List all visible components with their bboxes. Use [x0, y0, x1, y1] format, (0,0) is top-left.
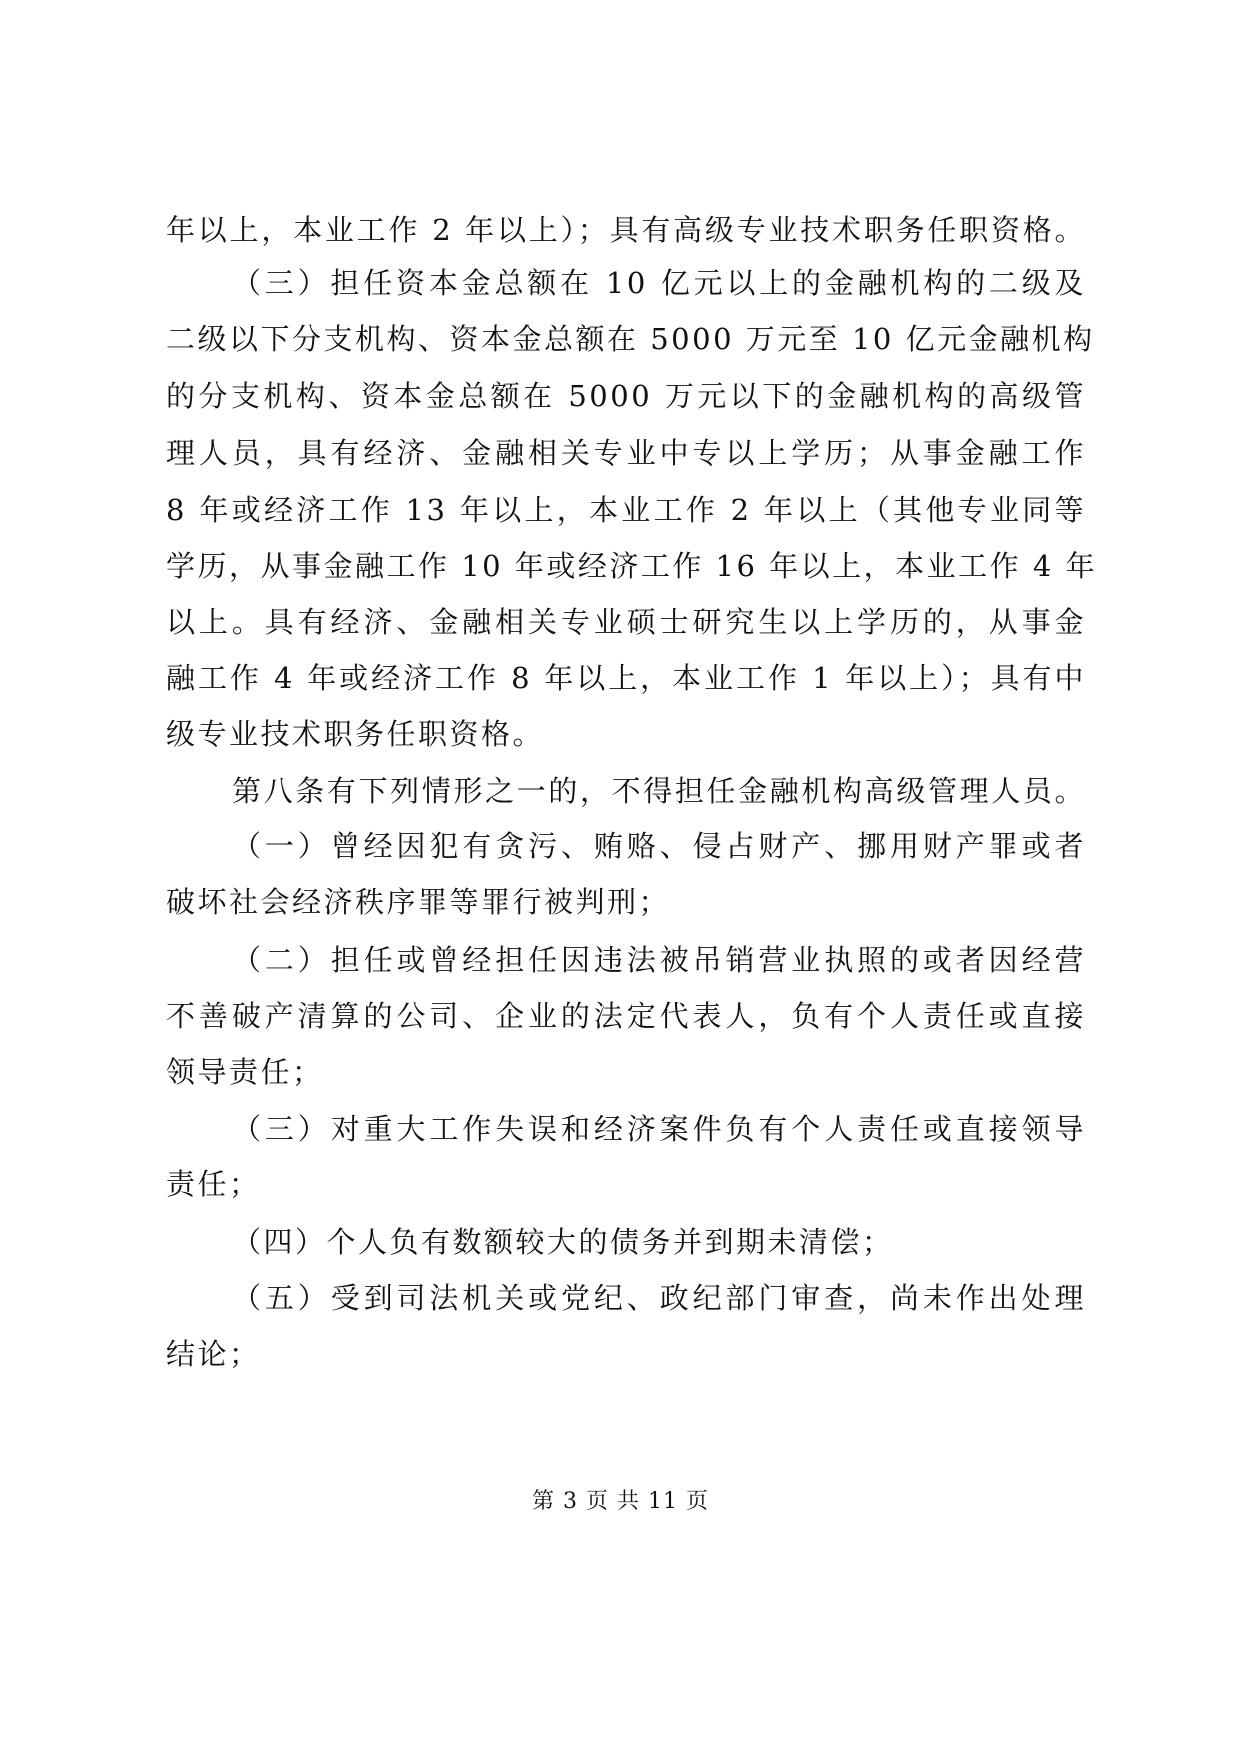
paragraph-line: 责任；: [166, 1167, 261, 1201]
paragraph-line: 以上。具有经济、金融相关专业硕士研究生以上学历的，从事金: [166, 605, 1086, 639]
paragraph-line: 8 年或经济工作 13 年以上，本业工作 2 年以上（其他专业同等: [166, 493, 1086, 527]
paragraph-line: 年以上，本业工作 2 年以上）；具有高级专业技术职务任职资格。: [166, 213, 1086, 247]
paragraph-line: 领导责任；: [166, 1055, 324, 1089]
paragraph-line: 级专业技术职务任职资格。: [166, 717, 545, 751]
paragraph-line: （一）曾经因犯有贪污、贿赂、侵占财产、挪用财产罪或者: [232, 829, 1086, 863]
paragraph-line: （二）担任或曾经担任因违法被吊销营业执照的或者因经营: [232, 943, 1086, 977]
page-number-footer: 第 3 页 共 11 页: [532, 1489, 709, 1514]
paragraph-line: （三）担任资本金总额在 10 亿元以上的金融机构的二级及: [232, 266, 1086, 300]
paragraph-line: 融工作 4 年或经济工作 8 年以上，本业工作 1 年以上）；具有中: [166, 661, 1086, 695]
paragraph-line: 学历，从事金融工作 10 年或经济工作 16 年以上，本业工作 4 年: [166, 549, 1098, 583]
paragraph-line: 不善破产清算的公司、企业的法定代表人，负有个人责任或直接: [166, 999, 1086, 1033]
paragraph-line: 理人员，具有经济、金融相关专业中专以上学历；从事金融工作: [166, 436, 1086, 470]
paragraph-line: （三）对重大工作失误和经济案件负有个人责任或直接领导: [232, 1112, 1086, 1146]
paragraph-line: 破坏社会经济秩序罪等罪行被判刑；: [166, 885, 671, 919]
paragraph-line: 二级以下分支机构、资本金总额在 5000 万元至 10 亿元金融机构: [166, 322, 1095, 356]
paragraph-line: 的分支机构、资本金总额在 5000 万元以下的金融机构的高级管: [166, 379, 1086, 413]
article-heading: 第八条有下列情形之一的，不得担任金融机构高级管理人员。: [232, 774, 1086, 808]
paragraph-line: （五）受到司法机关或党纪、政纪部门审查，尚未作出处理: [232, 1281, 1086, 1315]
paragraph-line: 结论；: [166, 1337, 261, 1371]
paragraph-line: （四）个人负有数额较大的债务并到期未清偿；: [232, 1225, 894, 1259]
